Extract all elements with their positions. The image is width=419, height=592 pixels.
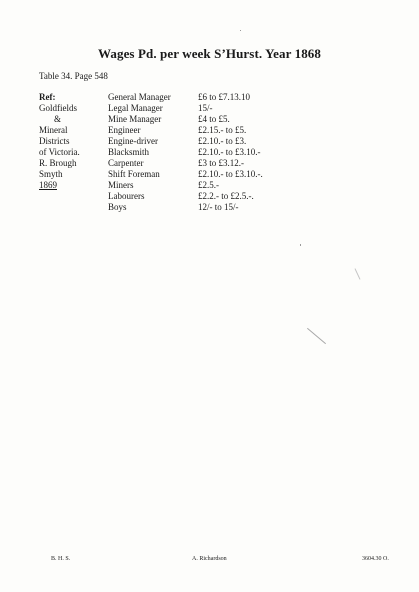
wage-cell: 15/- xyxy=(198,103,213,113)
occupation-cell: Legal Manager xyxy=(108,103,163,113)
reference-line: of Victoria. xyxy=(39,147,80,157)
scan-mark xyxy=(307,328,326,344)
scan-mark xyxy=(355,268,361,279)
wage-cell: £2.10.- to £3. xyxy=(198,136,247,146)
page-title: Wages Pd. per week S’Hurst. Year 1868 xyxy=(97,46,321,61)
reference-heading: Ref: xyxy=(39,92,56,102)
wage-cell: £2.10.- to £3.10.-. xyxy=(198,169,263,179)
reference-line: Smyth xyxy=(39,169,63,179)
scan-mark xyxy=(300,244,301,246)
reference-line: Mineral xyxy=(39,125,68,135)
occupation-cell: Blacksmith xyxy=(108,147,149,157)
reference-line: Goldfields xyxy=(39,103,77,113)
occupation-cell: Engine-driver xyxy=(108,136,158,146)
wage-cell: £4 to £5. xyxy=(198,114,230,124)
occupation-cell: Carpenter xyxy=(108,158,144,168)
reference-year: 1869 xyxy=(39,180,57,190)
wage-cell: £2.15.- to £5. xyxy=(198,125,247,135)
wage-cell: £2.5.- xyxy=(198,180,219,190)
reference-line: R. Brough xyxy=(39,158,77,168)
scan-mark xyxy=(240,30,241,31)
footer-author: A. Richardson xyxy=(192,556,227,562)
occupation-cell: Mine Manager xyxy=(108,114,162,124)
reference-column xyxy=(39,92,80,191)
reference-line: Districts xyxy=(39,136,70,146)
occupation-cell: Shift Foreman xyxy=(108,169,160,179)
occupation-cell: Engineer xyxy=(108,125,141,135)
wage-column xyxy=(198,92,263,213)
footer-left: B. H. S. xyxy=(51,556,71,562)
wage-cell: £2.10.- to £3.10.- xyxy=(198,147,261,157)
occupation-cell: Boys xyxy=(108,202,127,212)
occupation-cell: General Manager xyxy=(108,92,171,102)
occupation-cell: Labourers xyxy=(108,191,145,201)
footer-reference: 3604.30 O. xyxy=(362,556,389,562)
occupation-column xyxy=(108,92,171,213)
wage-cell: £6 to £7.13.10 xyxy=(198,92,251,102)
reference-line: & xyxy=(54,114,62,124)
wage-cell: £2.2.- to £2.5.-. xyxy=(198,191,254,201)
table-reference: Table 34. Page 548 xyxy=(39,71,108,81)
wage-cell: £3 to £3.12.- xyxy=(198,158,244,168)
occupation-cell: Miners xyxy=(108,180,134,190)
wage-cell: 12/- to 15/- xyxy=(198,202,239,212)
